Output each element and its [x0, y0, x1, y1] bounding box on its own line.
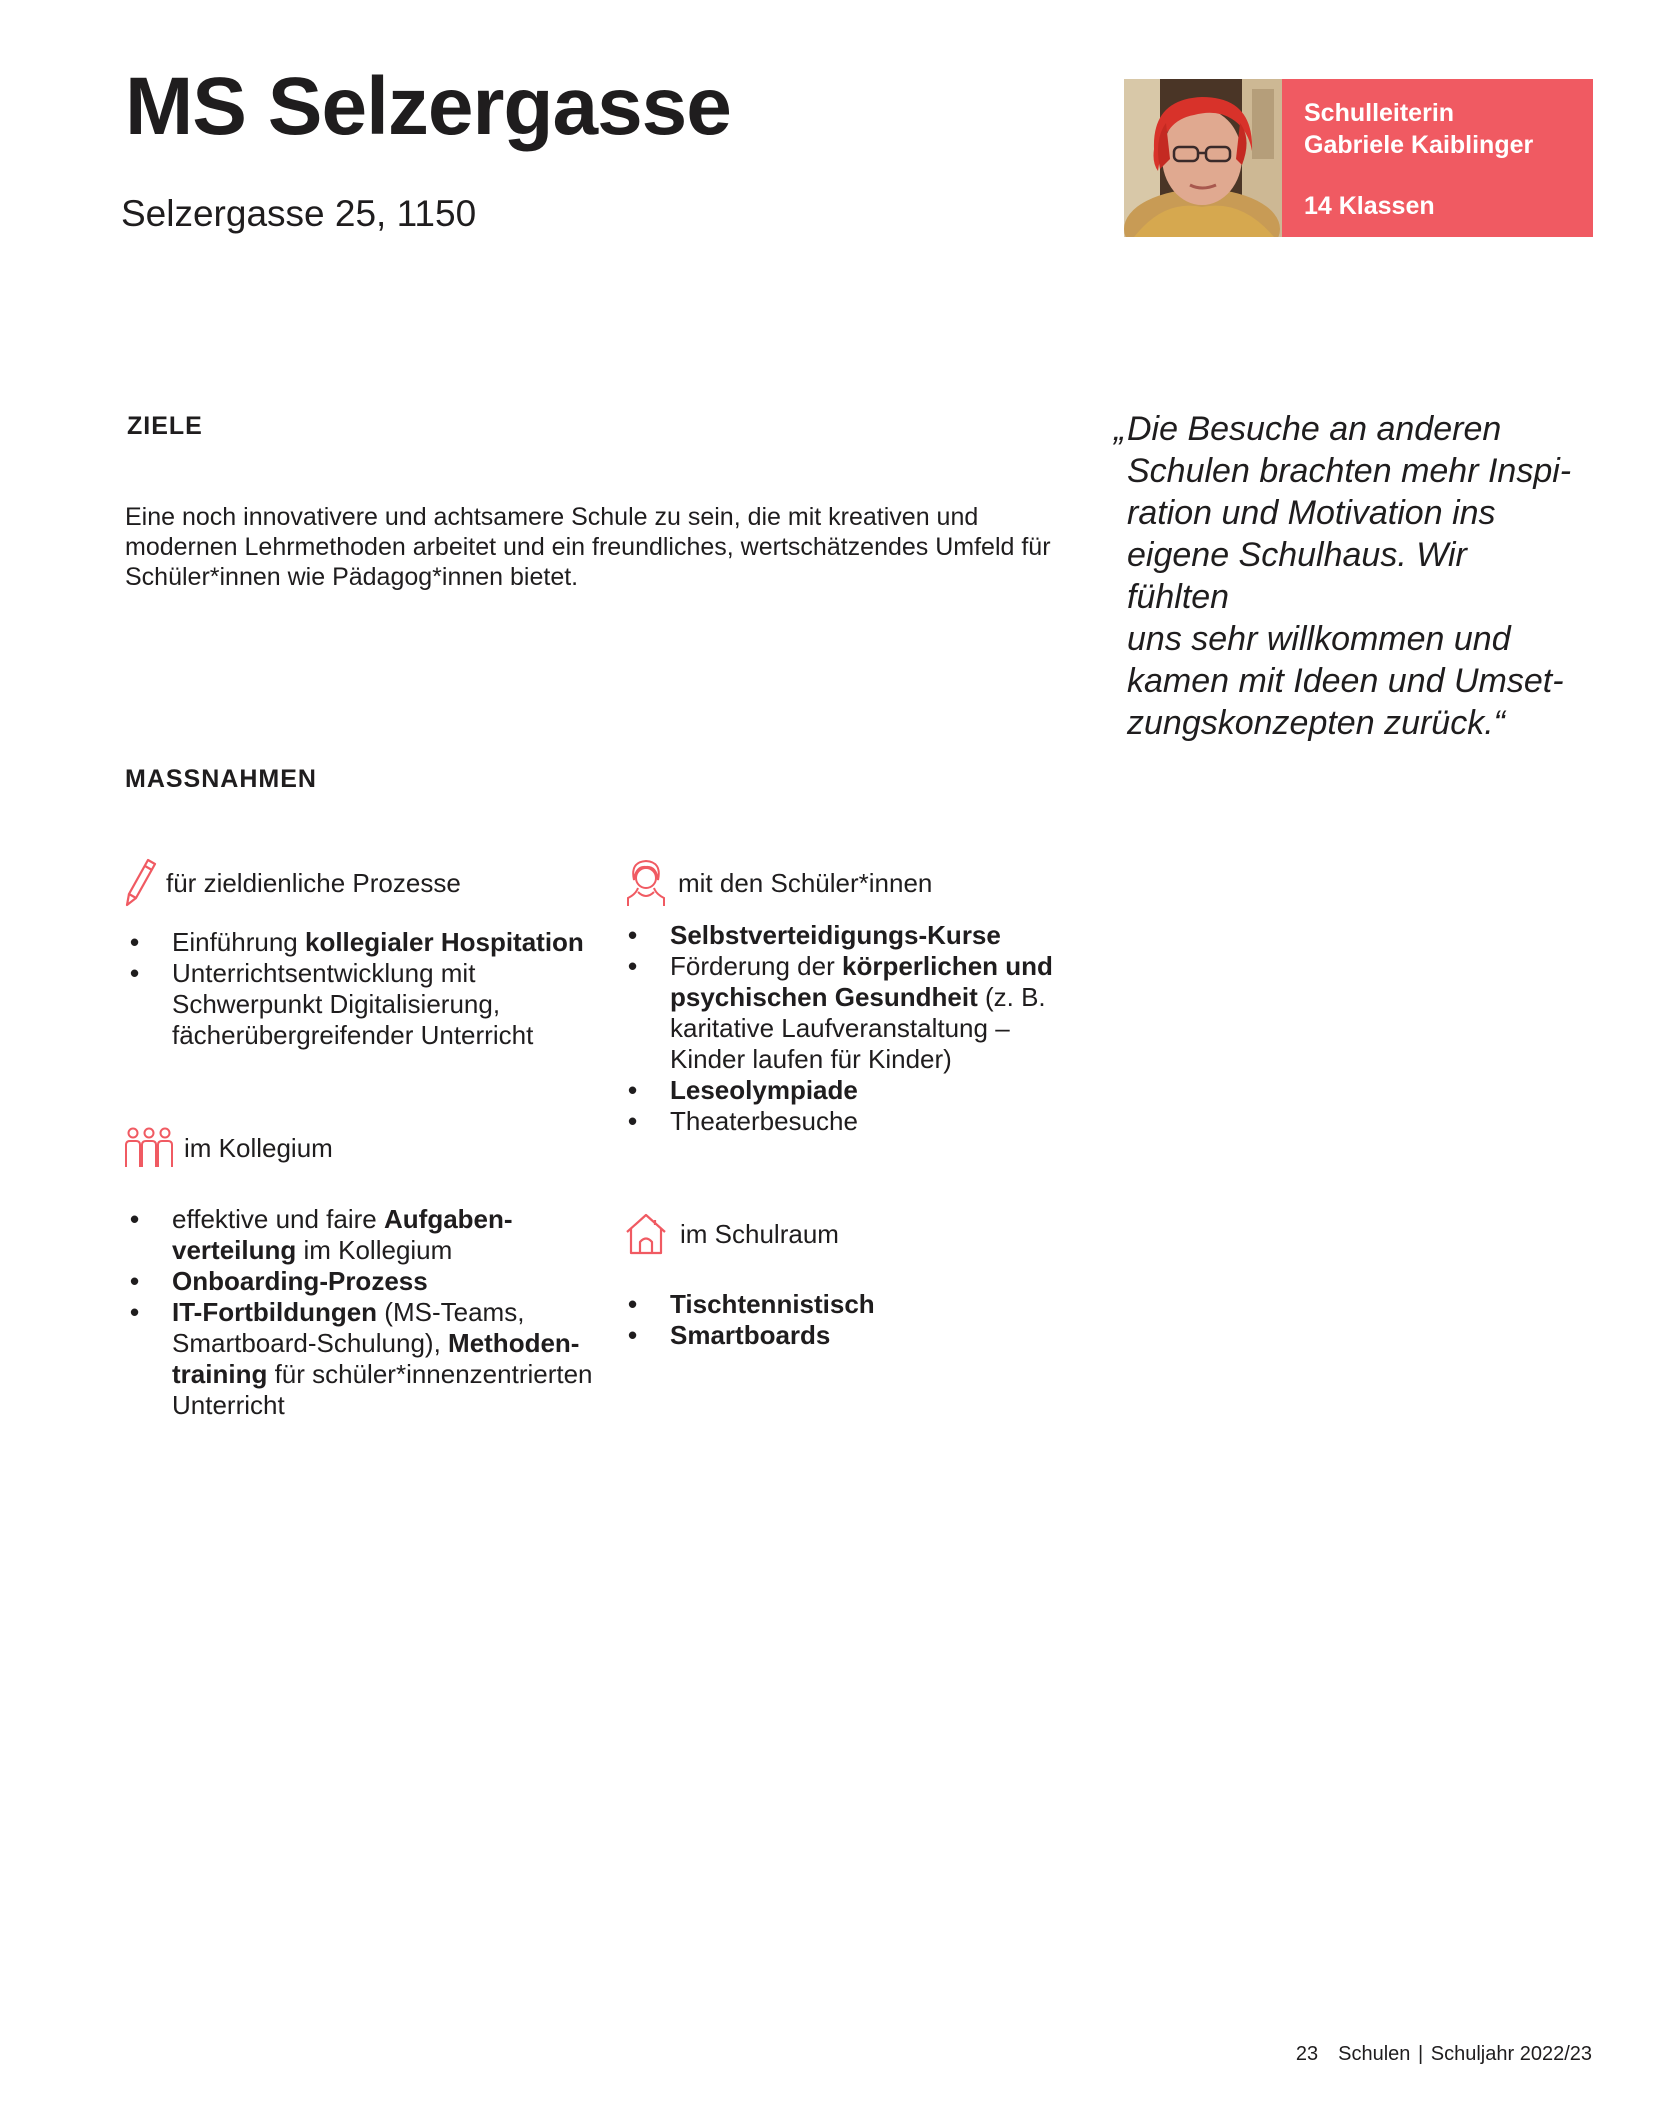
principal-role: Schulleiterin [1304, 99, 1455, 127]
group-students-label: mit den Schüler*innen [678, 868, 933, 898]
list-item: • Onboarding-Prozess [126, 1266, 606, 1297]
list-item: • Leseolympiade [624, 1075, 1074, 1106]
list-item: • Unterrichtsentwicklung mit Schwerpunkt Digitalisierung, fächerübergreifender Unterricht [126, 958, 596, 1051]
staff-list [126, 1204, 606, 1421]
quote-line: Die Besuche an anderen [1127, 410, 1502, 448]
group-icon [124, 1127, 174, 1169]
page-number: 23 [1295, 2043, 1319, 2065]
list-item: • Einführung kollegialer Hospitation [126, 927, 596, 958]
footer-separator: | [1418, 2043, 1424, 2065]
class-count: 14 Klassen [1304, 192, 1435, 220]
quote-open-mark: „ [1114, 410, 1126, 448]
group-classroom-header [624, 1212, 839, 1256]
school-address: Selzergasse 25, 1150 [121, 193, 477, 234]
house-icon [624, 1212, 668, 1256]
goals-heading: ZIELE [127, 412, 203, 440]
quote-line: ration und Motivation ins [1127, 494, 1496, 532]
testimonial-quote [1114, 408, 1574, 744]
footer-year: Schuljahr 2022/23 [1430, 2043, 1592, 2065]
group-processes-header [124, 858, 461, 908]
quote-line: zungskonzepten zurück.“ [1127, 704, 1505, 742]
group-classroom-label: im Schulraum [680, 1219, 839, 1249]
footer-section: Schulen [1338, 2043, 1411, 2065]
principal-photo [1124, 79, 1282, 237]
list-item: • Tischtennistisch [624, 1289, 1074, 1320]
measures-heading: MASSNAHMEN [125, 765, 317, 793]
list-item: • Smartboards [624, 1320, 1074, 1351]
quote-line: kamen mit Ideen und Umset- [1127, 662, 1564, 700]
principal-info-box [1282, 79, 1593, 237]
processes-list [126, 927, 596, 1051]
quote-line: uns sehr willkommen und [1127, 620, 1511, 658]
principal-name: Gabriele Kaiblinger [1304, 131, 1534, 159]
group-staff-label: im Kollegium [184, 1133, 333, 1163]
goals-text: Eine noch innovativere und achtsamere Schule zu sein, die mit kreativen und modernen Lehrmethoden arbeitet und ein freundliches, wertschätzendes Umfeld für Schüler*innen wie Pädagog*innen bietet. [125, 503, 1051, 591]
list-item: • Selbstverteidigungs-Kurse [624, 920, 1074, 951]
list-item: • effektive und faire Aufgaben-verteilung im Kollegium [126, 1204, 606, 1266]
quote-line: Schulen brachten mehr Inspi- [1127, 452, 1572, 490]
list-item: • IT-Fortbildungen (MS-Teams, Smartboard-Schulung), Methoden-training für schüler*innenzentrierten Unterricht [126, 1297, 606, 1421]
quote-line: eigene Schulhaus. Wir fühlten [1127, 536, 1467, 616]
page-footer [1296, 2043, 1592, 2066]
page-title: MS Selzergasse [125, 61, 731, 152]
list-item: • Theaterbesuche [624, 1106, 1074, 1137]
classroom-list [624, 1289, 1074, 1351]
group-staff-header [124, 1127, 333, 1169]
list-item: • Förderung der körperlichen und psychischen Gesundheit (z. B. karitative Laufveranstaltung – Kinder laufen für Kinder) [624, 951, 1074, 1075]
student-icon [624, 858, 668, 908]
group-processes-label: für zieldienliche Prozesse [166, 868, 461, 898]
students-list [624, 920, 1074, 1137]
portrait-image [1124, 79, 1282, 237]
group-students-header [624, 858, 932, 908]
pencil-icon [124, 858, 158, 908]
